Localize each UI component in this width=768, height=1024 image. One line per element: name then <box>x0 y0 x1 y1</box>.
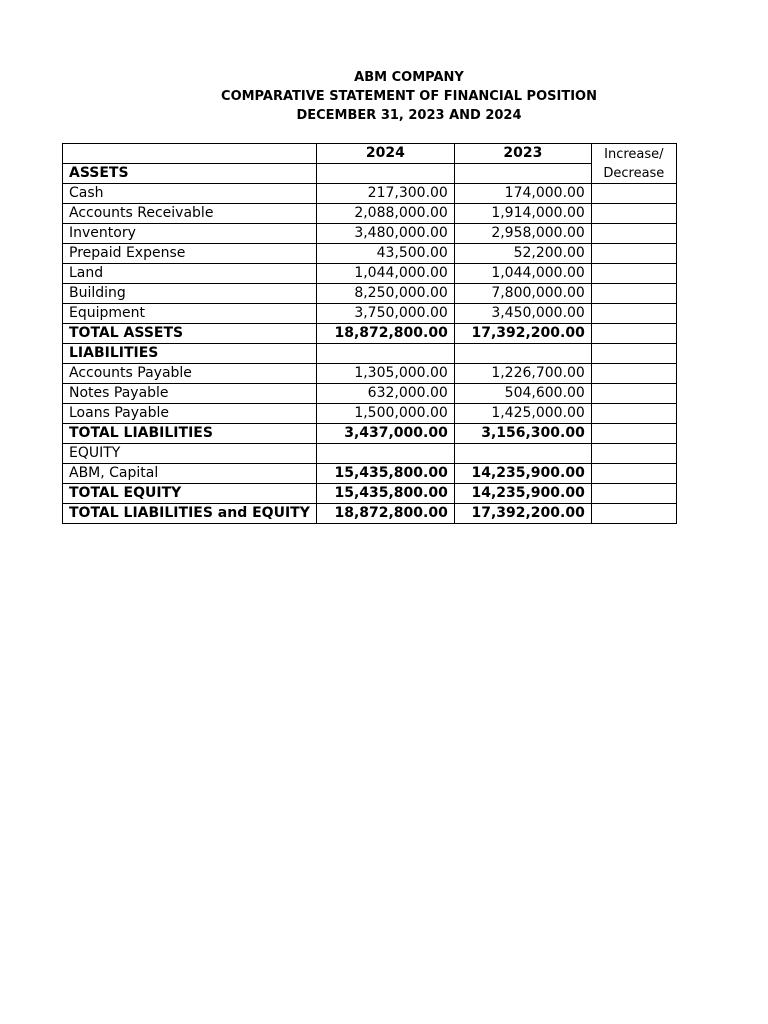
increase-decrease-cell[interactable] <box>591 364 676 384</box>
row-label[interactable]: Accounts Payable <box>63 364 317 384</box>
table-row <box>63 224 677 244</box>
value-2024[interactable]: 1,500,000.00 <box>316 404 454 424</box>
value-2023[interactable]: 17,392,200.00 <box>454 324 591 344</box>
table-row <box>63 244 677 264</box>
table-row <box>63 304 677 324</box>
increase-decrease-cell[interactable] <box>591 504 676 524</box>
row-label[interactable]: Loans Payable <box>63 404 317 424</box>
value-2024[interactable]: 18,872,800.00 <box>316 504 454 524</box>
value-2024[interactable]: 217,300.00 <box>316 184 454 204</box>
table-row <box>63 384 677 404</box>
value-2023[interactable]: 1,425,000.00 <box>454 404 591 424</box>
value-2024[interactable] <box>316 444 454 464</box>
header-row <box>63 144 677 164</box>
value-2024[interactable]: 2,088,000.00 <box>316 204 454 224</box>
value-2023[interactable] <box>454 164 591 184</box>
increase-label: Increase/ <box>604 146 664 162</box>
row-label[interactable]: TOTAL LIABILITIES <box>63 424 317 444</box>
increase-decrease-cell[interactable] <box>591 284 676 304</box>
value-2023[interactable]: 1,044,000.00 <box>454 264 591 284</box>
table-row <box>63 424 677 444</box>
decrease-label: Decrease <box>603 165 665 181</box>
value-2023[interactable]: 504,600.00 <box>454 384 591 404</box>
table-row <box>63 464 677 484</box>
header-2023[interactable]: 2023 <box>454 144 591 164</box>
row-label[interactable]: Building <box>63 284 317 304</box>
statement-title: COMPARATIVE STATEMENT OF FINANCIAL POSITION <box>221 89 597 104</box>
table-row <box>63 344 677 364</box>
increase-decrease-cell[interactable] <box>591 444 676 464</box>
row-label[interactable]: TOTAL EQUITY <box>63 484 317 504</box>
value-2024[interactable]: 3,750,000.00 <box>316 304 454 324</box>
value-2024[interactable]: 3,437,000.00 <box>316 424 454 444</box>
value-2024[interactable] <box>316 344 454 364</box>
increase-decrease-cell[interactable] <box>591 424 676 444</box>
row-label[interactable]: Cash <box>63 184 317 204</box>
increase-decrease-cell[interactable] <box>591 464 676 484</box>
value-2023[interactable]: 3,450,000.00 <box>454 304 591 324</box>
row-label[interactable]: Inventory <box>63 224 317 244</box>
table-row <box>63 284 677 304</box>
header-2024[interactable]: 2024 <box>316 144 454 164</box>
statement-heading <box>0 68 768 125</box>
value-2023[interactable]: 17,392,200.00 <box>454 504 591 524</box>
value-2024[interactable] <box>316 164 454 184</box>
value-2023[interactable] <box>454 444 591 464</box>
value-2023[interactable]: 3,156,300.00 <box>454 424 591 444</box>
increase-decrease-cell[interactable] <box>591 344 676 364</box>
row-label[interactable]: TOTAL ASSETS <box>63 324 317 344</box>
value-2024[interactable]: 15,435,800.00 <box>316 464 454 484</box>
increase-decrease-cell[interactable] <box>591 224 676 244</box>
header-increase-decrease[interactable] <box>591 144 676 184</box>
value-2023[interactable]: 14,235,900.00 <box>454 464 591 484</box>
value-2023[interactable]: 1,226,700.00 <box>454 364 591 384</box>
table-row <box>63 484 677 504</box>
value-2024[interactable]: 18,872,800.00 <box>316 324 454 344</box>
value-2024[interactable]: 1,044,000.00 <box>316 264 454 284</box>
value-2024[interactable]: 15,435,800.00 <box>316 484 454 504</box>
table-row <box>63 324 677 344</box>
header-label-cell[interactable] <box>63 144 317 164</box>
increase-decrease-cell[interactable] <box>591 264 676 284</box>
table-row <box>63 264 677 284</box>
value-2023[interactable]: 174,000.00 <box>454 184 591 204</box>
increase-decrease-cell[interactable] <box>591 184 676 204</box>
table-row <box>63 444 677 464</box>
row-label[interactable]: EQUITY <box>63 444 317 464</box>
row-label[interactable]: Prepaid Expense <box>63 244 317 264</box>
row-label[interactable]: LIABILITIES <box>63 344 317 364</box>
increase-decrease-cell[interactable] <box>591 404 676 424</box>
value-2023[interactable]: 1,914,000.00 <box>454 204 591 224</box>
financial-position-table <box>62 143 677 524</box>
row-label[interactable]: Land <box>63 264 317 284</box>
increase-decrease-cell[interactable] <box>591 204 676 224</box>
company-name: ABM COMPANY <box>354 70 464 85</box>
table-row <box>63 184 677 204</box>
increase-decrease-cell[interactable] <box>591 304 676 324</box>
value-2023[interactable]: 7,800,000.00 <box>454 284 591 304</box>
row-label[interactable]: ASSETS <box>63 164 317 184</box>
value-2023[interactable] <box>454 344 591 364</box>
value-2023[interactable]: 2,958,000.00 <box>454 224 591 244</box>
value-2024[interactable]: 3,480,000.00 <box>316 224 454 244</box>
increase-decrease-cell[interactable] <box>591 324 676 344</box>
table-row <box>63 164 677 184</box>
value-2024[interactable]: 8,250,000.00 <box>316 284 454 304</box>
value-2023[interactable]: 14,235,900.00 <box>454 484 591 504</box>
table-row <box>63 404 677 424</box>
row-label[interactable]: TOTAL LIABILITIES and EQUITY <box>63 504 317 524</box>
value-2024[interactable]: 632,000.00 <box>316 384 454 404</box>
row-label[interactable]: ABM, Capital <box>63 464 317 484</box>
increase-decrease-cell[interactable] <box>591 384 676 404</box>
row-label[interactable]: Notes Payable <box>63 384 317 404</box>
table-row <box>63 204 677 224</box>
row-label[interactable]: Accounts Receivable <box>63 204 317 224</box>
value-2024[interactable]: 43,500.00 <box>316 244 454 264</box>
table-row <box>63 364 677 384</box>
increase-decrease-cell[interactable] <box>591 484 676 504</box>
value-2023[interactable]: 52,200.00 <box>454 244 591 264</box>
value-2024[interactable]: 1,305,000.00 <box>316 364 454 384</box>
statement-date: DECEMBER 31, 2023 AND 2024 <box>296 108 522 123</box>
increase-decrease-cell[interactable] <box>591 244 676 264</box>
row-label[interactable]: Equipment <box>63 304 317 324</box>
table-row <box>63 504 677 524</box>
